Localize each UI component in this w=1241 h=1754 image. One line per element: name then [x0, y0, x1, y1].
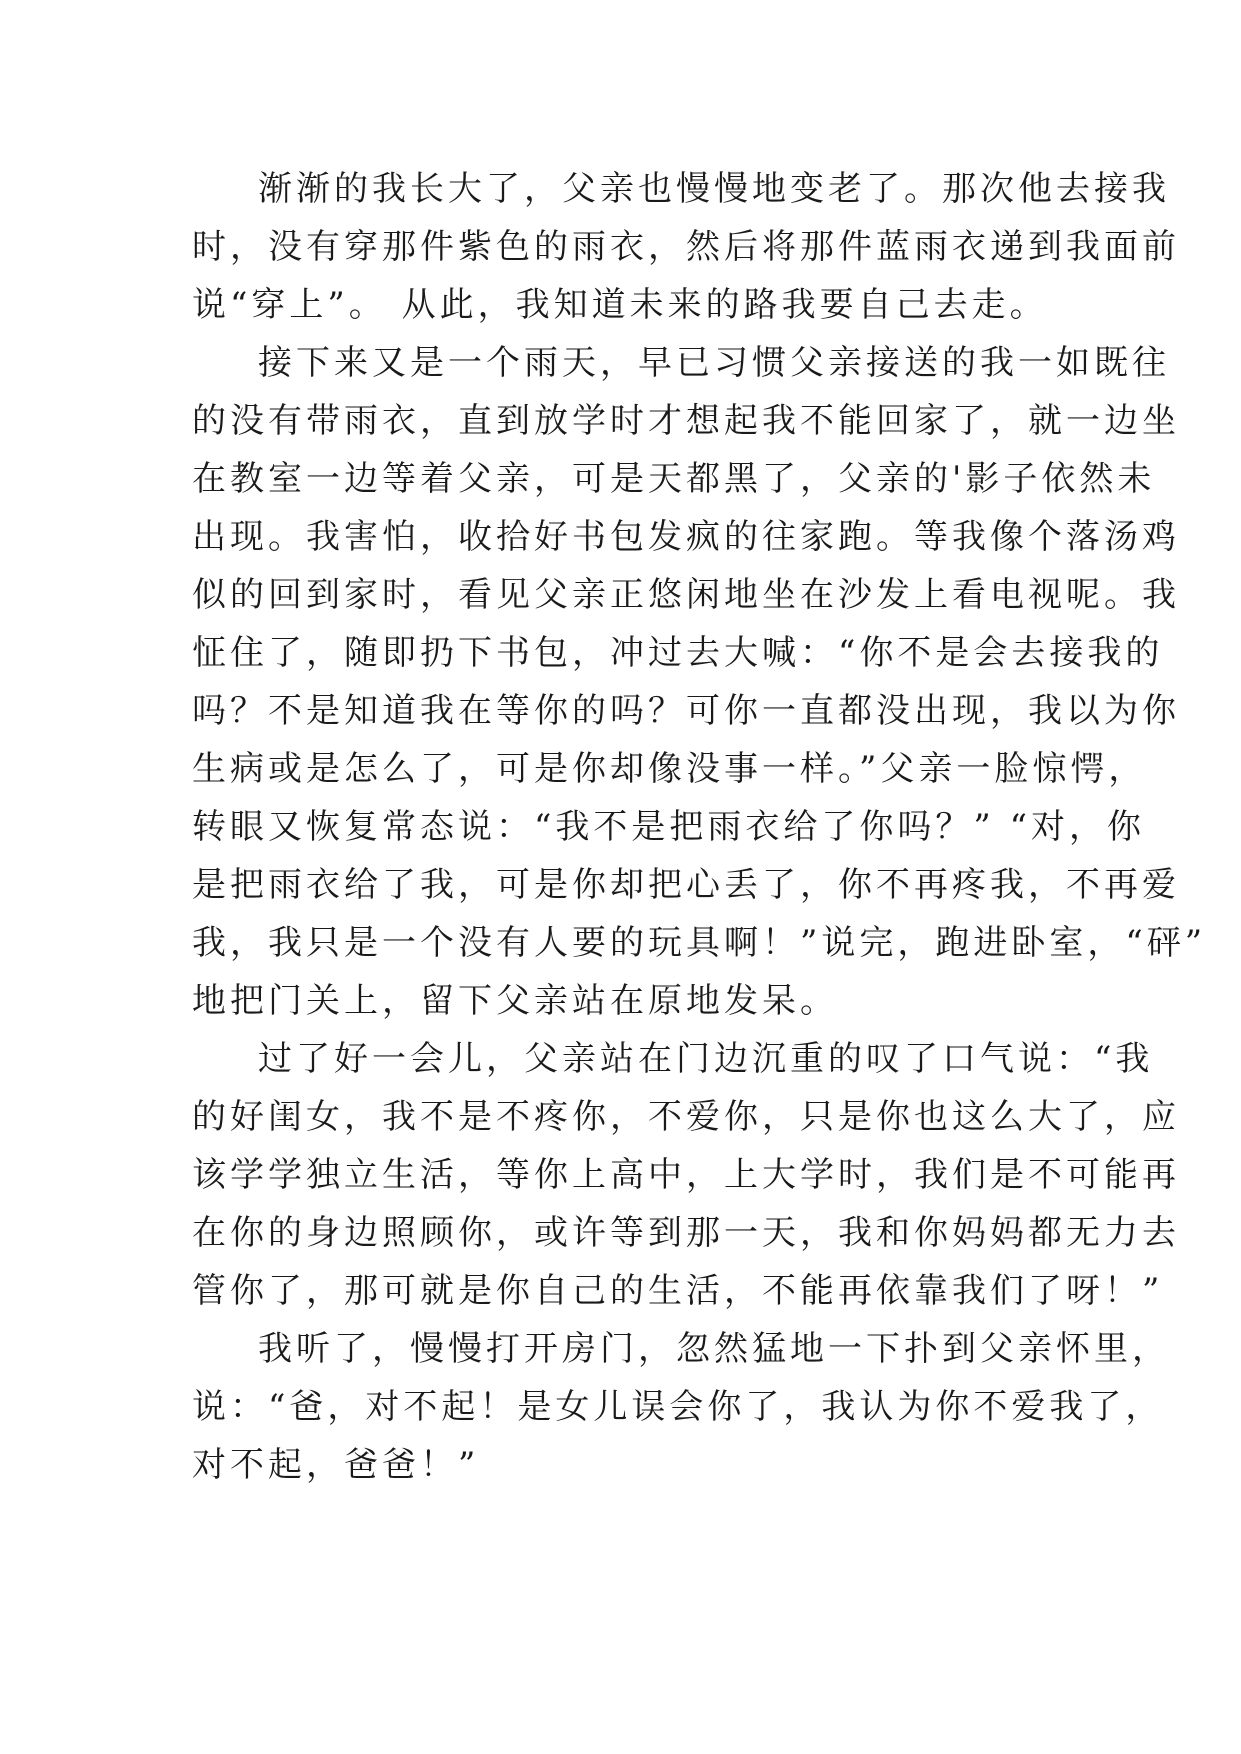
text-line: 该学学独立生活，等你上高中，上大学时，我们是不可能再 [192, 1155, 1180, 1195]
text-line: 是把雨衣给了我，可是你却把心丢了，你不再疼我，不再爱 [192, 865, 1180, 905]
text-line: 生病或是怎么了，可是你却像没事一样。”父亲一脸惊愕， [192, 749, 1147, 789]
text-line: 过了好一会儿，父亲站在门边沉重的叹了口气说：“我 [258, 1039, 1154, 1079]
text-line: 在你的身边照顾你，或许等到那一天，我和你妈妈都无力去 [192, 1213, 1180, 1253]
text-line: 我听了，慢慢打开房门，忽然猛地一下扑到父亲怀里， [258, 1329, 1170, 1369]
essay-text [192, 160, 1207, 1494]
text-line: 似的回到家时，看见父亲正悠闲地坐在沙发上看电视呢。我 [192, 575, 1180, 615]
text-line: 怔住了，随即扔下书包，冲过去大喊：“你不是会去接我的 [192, 633, 1164, 673]
text-line: 说“穿上”。 从此，我知道未来的路我要自己去走。 [192, 285, 1048, 325]
text-line: 在教室一边等着父亲，可是天都黑了，父亲的'影子依然未 [192, 459, 1156, 499]
text-line: 对不起，爸爸！” [192, 1445, 480, 1485]
text-line: 的好闺女，我不是不疼你，不爱你，只是你也这么大了，应 [192, 1097, 1180, 1137]
text-line: 说：“爸，对不起！是女儿误会你了，我认为你不爱我了， [192, 1387, 1164, 1427]
text-line: 的没有带雨衣，直到放学时才想起我不能回家了，就一边坐 [192, 401, 1180, 441]
text-line: 渐渐的我长大了，父亲也慢慢地变老了。那次他去接我 [258, 169, 1170, 209]
text-line: 出现。我害怕，收拾好书包发疯的往家跑。等我像个落汤鸡 [192, 517, 1180, 557]
text-line: 接下来又是一个雨天，早已习惯父亲接送的我一如既往 [258, 343, 1170, 383]
text-line: 时，没有穿那件紫色的雨衣，然后将那件蓝雨衣递到我面前 [192, 227, 1180, 267]
text-line: 转眼又恢复常态说：“我不是把雨衣给了你吗？” “对，你 [192, 807, 1145, 847]
text-line: 管你了，那可就是你自己的生活，不能再依靠我们了呀！” [192, 1271, 1164, 1311]
text-line: 我，我只是一个没有人要的玩具啊！”说完，跑进卧室，“砰” [192, 923, 1207, 963]
text-line: 吗？不是知道我在等你的吗？可你一直都没出现，我以为你 [192, 691, 1180, 731]
text-line: 地把门关上，留下父亲站在原地发呆。 [192, 981, 838, 1021]
